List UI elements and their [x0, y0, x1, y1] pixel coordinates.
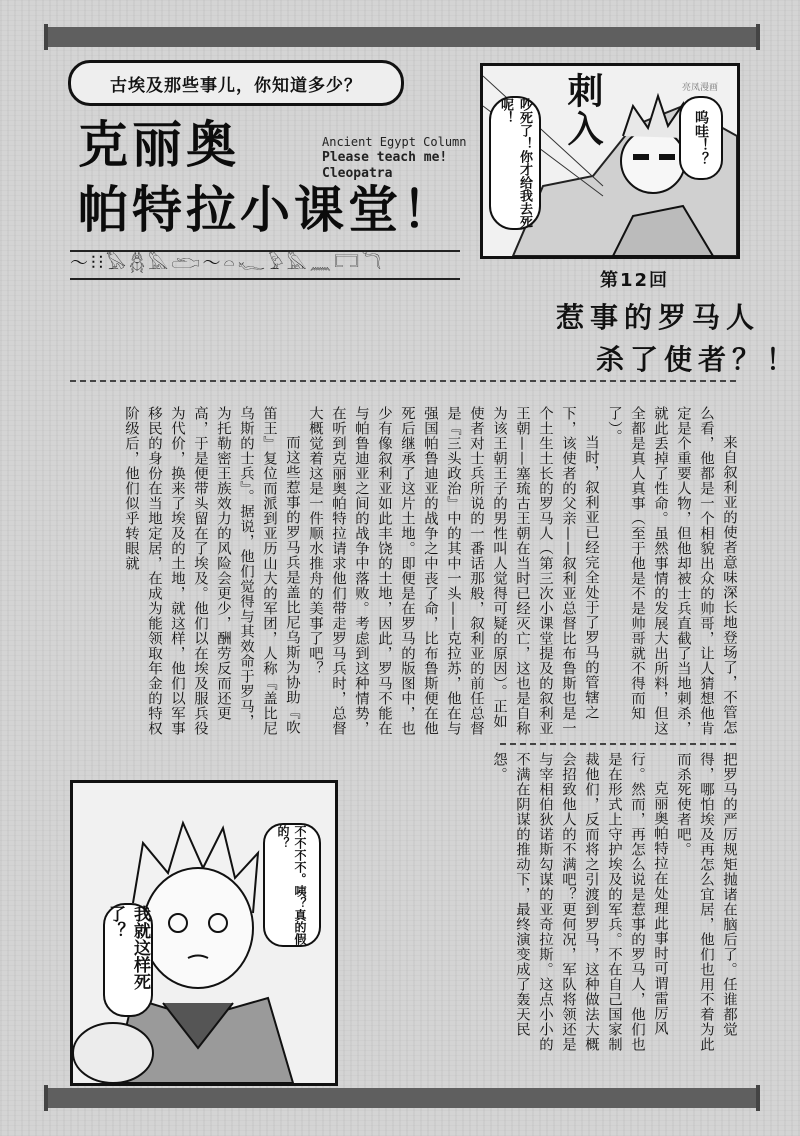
top-border-cap-right	[756, 24, 760, 50]
english-line: Ancient Egypt Column	[322, 135, 467, 149]
article-paragraph: 把罗马的严厉规矩抛诸在脑后了。任谁都觉得，哪怕埃及再怎么宜居，他们也用不着为此而杀死使者吧。	[675, 752, 737, 1052]
speech-text-cry: 呜哇！？	[693, 110, 709, 166]
sfx-stab: 刺入	[562, 72, 603, 148]
english-line: Cleopatra	[322, 166, 393, 181]
watermark: 亮凤漫画	[682, 83, 719, 93]
bottom-border-cap-right	[756, 1085, 760, 1111]
manga-panel-bottom	[70, 780, 338, 1086]
speech-balloon-disbelief	[263, 823, 321, 947]
speech-text-shout: 吵死了！你才给我去死呢！	[498, 98, 532, 228]
episode-title-line2: 杀了使者？！	[596, 343, 800, 376]
english-line: Please teach me!	[322, 150, 448, 165]
top-border-bar	[48, 27, 760, 47]
speech-balloon-dead	[103, 903, 153, 1017]
bottom-border-bar	[48, 1088, 760, 1108]
article-paragraph: 克丽奥帕特拉在处理此事时可谓雷厉风行。然而，再怎么说是惹事的罗马人，他们也是在形式上守护埃及的军兵。不在自己国家制裁他们，反而将之引渡到罗马，这种做法大概会招致他人的不满吧？更何况，军队将领还是与宰相伯狄诺斯勾谋的亚奇拉斯。这点小小的不满在阴谋的推动下，最终演变成了轰天民怨。	[491, 752, 668, 1052]
episode-number: 第12回	[600, 270, 670, 291]
bottom-border-cap-left	[44, 1085, 48, 1111]
column-title-line2: 帕特拉小课堂！	[78, 181, 456, 239]
article-block-2	[491, 752, 740, 1062]
speech-balloon-shout	[489, 96, 541, 230]
column-subtitle	[68, 60, 404, 106]
column-title-line1: 克丽奥	[78, 116, 240, 174]
english-subtitle	[322, 134, 482, 182]
article-paragraph: 而这些惹事的罗马兵是盖比尼乌斯为协助『吹笛王』复位而派到亚历山大的军团，人称『盖比尼乌斯的士兵』。据说，他们觉得与其效命于罗马，为托勒密王族效力的风险会更少，酬劳反而还更高，于是便带头留在了埃及。他们以在埃及服兵役为代价，换来了埃及的土地，就这样，他们以军事移民的身份在当地定居，在成为能领取年金的特权阶级后，他们似乎转眼就	[123, 406, 300, 736]
article-paragraph: 来自叙利亚的使者意味深长地登场了，不管怎么看，他都是一个相貌出众的帅哥，让人猜想他肯定是个重要人物，但他却被士兵直截了当地刺杀，就此丢掉了性命。虽然事情的发展大出所料，但这全都是真人真事（至于他是不是帅哥就不得而知了）。	[606, 406, 737, 736]
speech-balloon-cry	[679, 96, 723, 180]
episode-title-line1: 惹事的罗马人	[556, 301, 761, 334]
divider-top	[70, 380, 740, 382]
column-subtitle-text: 古埃及那些事儿，你知道多少？	[110, 75, 362, 96]
speech-text-dead: 我就这样死了？	[105, 905, 150, 990]
speech-text-disbelief: 不不不不。咦？真的假的？	[276, 825, 307, 945]
top-border-cap-left	[44, 24, 48, 50]
hieroglyph-border: 〜⫶⫶𓅃𓆣𓅓𓂧〜𓏏𓆑𓅱𓅓𓈖𓉐𓆓	[70, 250, 460, 280]
article-block-1	[70, 406, 740, 738]
divider-middle	[500, 743, 740, 745]
article-paragraph: 当时，叙利亚已经完全处于了罗马的管辖之下，该使者的父亲——叙利亚总督比布鲁斯也是一个土生土长的罗马人（第三次小课堂提及的叙利亚王朝——塞琉古王朝在当时已经灭亡，这也是自称为该王朝王子的男性叫人觉得可疑的原因）。正如使者对士兵所说的一番话那般，叙利亚的前任总督是『三头政治』中的其中一头——克拉苏，他在与强国帕鲁迪亚的战争之中丧了命，比布鲁斯便在他死后继承了这片土地。即便是在罗马的版图中，也少有像叙利亚如此丰饶的土地，因此，罗马不能在与帕鲁迪亚之间的战争中落败。考虑到这种情势，在听到克丽奥帕特拉请求他们带走罗马兵时，总督大概觉着这是一件顺水推舟的美事了吧？	[307, 406, 599, 736]
